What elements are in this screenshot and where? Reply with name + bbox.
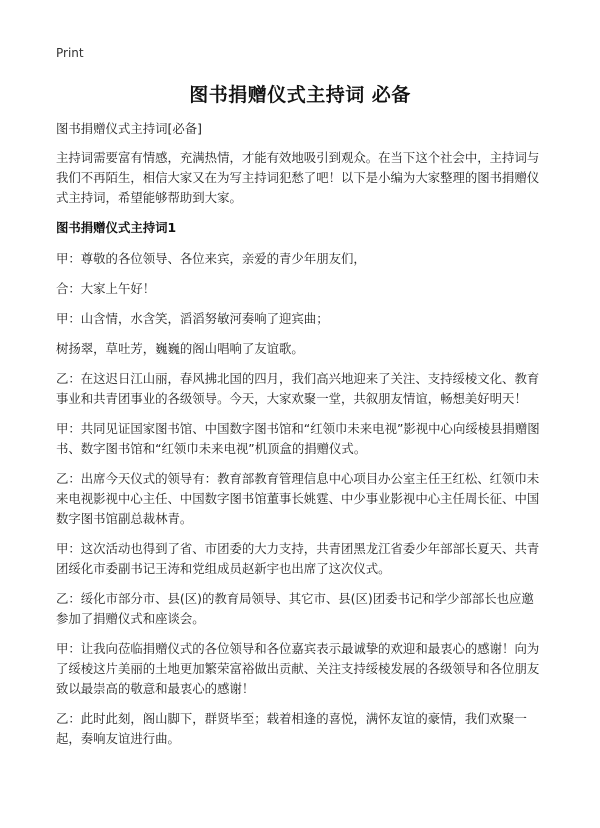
script-paragraph: 甲：让我向莅临捐赠仪式的各位领导和各位嘉宾表示最诚挚的欢迎和最衷心的感谢！向为了绥棱这片美丽的土地更加繁荣富裕做出贡献、关注支持绥棱发展的各级领导和各位朋友致以最崇高的敬意和最衷心的感谢！ (56, 641, 540, 696)
script-paragraph: 甲：山含情，水含笑，滔滔努敏河奏响了迎宾曲； (56, 311, 329, 326)
script-paragraph: 甲：这次活动也得到了省、市团委的大力支持，共青团黑龙江省委少年部部长夏天、共青团绥化市委副书记王涛和党组成员赵新宇也出席了这次仪式。 (56, 541, 540, 576)
intro-paragraph: 主持词需要富有情感，充满热情，才能有效地吸引到观众。在当下这个社会中，主持词与我们不再陌生，相信大家又在为写主持词犯愁了吧！以下是小编为大家整理的图书捐赠仪式主持词，希望能够帮助到大家。 (56, 150, 540, 205)
script-paragraph: 甲：尊敬的各位领导、各位来宾，亲爱的青少年朋友们， (56, 251, 366, 266)
document-body (56, 119, 546, 759)
script-paragraph: 甲：共同见证国家图书馆、中国数字图书馆和“红领巾未来电视”影视中心向绥棱县捐赠图书、数字图书馆和“红领巾未来电视”机顶盒的捐赠仪式。 (56, 421, 540, 456)
script-paragraph: 乙：绥化市部分市、县(区)的教育局领导、其它市、县(区)团委书记和学少部部长也应邀参加了捐赠仪式和座谈会。 (56, 591, 534, 626)
script-paragraph: 乙：此时此刻，阁山脚下，群贤毕至；载着相逢的喜悦，满怀友谊的豪情，我们欢聚一起，奏响友谊进行曲。 (56, 711, 527, 746)
document-subtitle: 图书捐赠仪式主持词[必备] (56, 121, 202, 136)
section-heading: 图书捐赠仪式主持词1 (56, 220, 177, 235)
print-link[interactable]: Print (56, 46, 84, 60)
page-title: 图书捐赠仪式主持词 必备 (189, 84, 411, 106)
script-paragraph: 乙：在这迟日江山丽，春风拂北国的四月，我们高兴地迎来了关注、支持绥棱文化、教育事业和共青团事业的各级领导。今天，大家欢聚一堂，共叙朋友情谊，畅想美好明天！ (56, 371, 540, 406)
script-paragraph: 合：大家上午好！ (56, 281, 156, 296)
script-paragraph: 树扬翠，草吐芳，巍巍的阁山唱响了友谊歌。 (56, 341, 304, 356)
script-paragraph: 乙：出席今天仪式的领导有：教育部教育管理信息中心项目办公室主任王红松、红领巾未来电视影视中心主任、中国数字图书馆董事长姚霆、中少事业影视中心主任周长征、中国数字图书馆副总裁林青。 (56, 471, 540, 526)
